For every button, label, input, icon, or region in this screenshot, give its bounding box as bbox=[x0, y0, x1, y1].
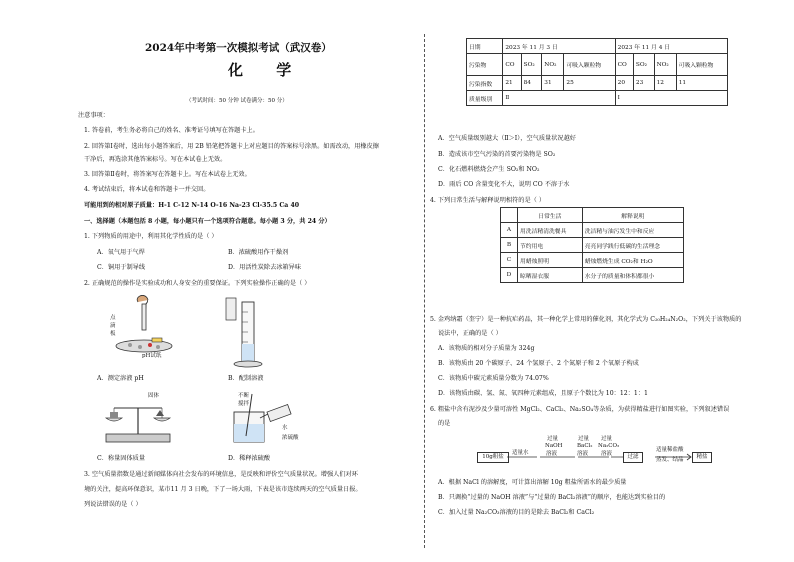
table-row bbox=[467, 91, 728, 106]
flow-r2-a: 过量 bbox=[578, 436, 590, 442]
q4-table bbox=[500, 207, 684, 283]
table-cell: 20 bbox=[615, 76, 633, 91]
balance-figure bbox=[98, 390, 178, 448]
table-row bbox=[467, 76, 728, 91]
q5-line-1: 5. 金鸡纳霜（奎宁）是一种抗疟药品，其一种化学上常用的催化剂，其化学式为 C₂₀H₂₄N₂O₂，下列关于该物质的 bbox=[430, 316, 742, 323]
fig-d-label-water: 水 bbox=[282, 425, 288, 431]
flow-end-box: 精盐 bbox=[692, 452, 712, 463]
table-cell: Ⅰ bbox=[615, 91, 727, 106]
fig-d-label-1: 不断 bbox=[238, 393, 250, 399]
table-cell: 可吸入颗粒物 bbox=[676, 54, 727, 76]
table-cell: CO bbox=[615, 54, 633, 76]
table-cell: 质量级别 bbox=[467, 91, 503, 106]
flow-start-box: 10g粗盐 bbox=[477, 452, 509, 463]
table-cell: 可吸入颗粒物 bbox=[564, 54, 615, 76]
table-cell: 洗洁精与油污发生中和反应 bbox=[582, 223, 683, 238]
q6-line-1: 6. 粗盐中含有泥沙及少量可溶性 MgCl₂、CaCl₂、Na₂SO₄等杂质，为获得精盐进行如图实验，下列叙述错误 bbox=[430, 406, 730, 413]
table-cell: 84 bbox=[521, 76, 542, 91]
table-cell: CO bbox=[503, 54, 521, 76]
table-cell: NO₂ bbox=[654, 54, 676, 76]
table-cell: 用蜡烛照明 bbox=[518, 253, 583, 268]
table-cell: 日期 bbox=[467, 39, 503, 54]
table-cell: C bbox=[501, 253, 518, 268]
q5-option-a: A．该物质的相对分子质量为 324g bbox=[438, 345, 535, 352]
table-row bbox=[501, 223, 684, 238]
q3-option-d: D．雨后 CO 含量变化不大，说明 CO 不溶于水 bbox=[438, 181, 570, 188]
table-cell: SO₂ bbox=[633, 54, 654, 76]
q1-option-d: D．用活性炭除去冰箱异味 bbox=[228, 264, 302, 271]
table-cell: 用洗洁精清洗餐具 bbox=[518, 223, 583, 238]
flow-r1-a: 过量 bbox=[547, 436, 559, 442]
q1-option-b: B．浓硫酸用作干燥剂 bbox=[228, 249, 289, 256]
note-1: 1. 答卷前，考生务必将自己的姓名、准考证号填写在答题卡上。 bbox=[84, 127, 259, 134]
table-cell: 水分子的质量和体积都很小 bbox=[582, 268, 683, 283]
q5-option-b: B．该物质由 20 个碳原子、24 个氢原子、2 个氮原子和 2 个氧原子构成 bbox=[438, 360, 639, 367]
table-cell: D bbox=[501, 268, 518, 283]
table-row bbox=[467, 39, 728, 54]
table-cell: 蜡烛燃烧生成 CO₂和 H₂O bbox=[582, 253, 683, 268]
q1-option-c: C．铜用于制导线 bbox=[97, 264, 146, 271]
table-cell bbox=[501, 208, 518, 223]
exam-title: 2024年中考第一次模拟考试（武汉卷） bbox=[145, 42, 332, 54]
q3-line-3: 列说法错误的是（ ） bbox=[84, 501, 142, 508]
q6-option-c: C．加入过量 Na₂CO₃溶液的目的是除去 BaCl₂和 CaCl₂ bbox=[438, 509, 595, 516]
fig-a-label-2: 滴 bbox=[110, 323, 116, 329]
table-cell: 亮亮同学践行低碳的生活理念 bbox=[582, 238, 683, 253]
notes-heading: 注意事项： bbox=[78, 112, 109, 119]
table-row bbox=[467, 54, 728, 76]
q6-option-b: B．只调换“过量的 NaOH 溶液”与“过量的 BaCl₂溶液”的顺序，也能达到实验目的 bbox=[438, 494, 666, 501]
subject-title: 化 学 bbox=[228, 61, 306, 79]
table-cell: 2023 年 11 月 4 日 bbox=[615, 39, 727, 54]
flow-r1-b: NaOH bbox=[545, 443, 563, 449]
fig-a-label-3: 板 bbox=[110, 331, 116, 337]
q2-option-a: A．测定溶液 pH bbox=[97, 375, 144, 382]
table-row bbox=[501, 238, 684, 253]
q1-stem: 1. 下列物质的用途中，利用其化学性质的是（ ） bbox=[84, 233, 218, 240]
table-cell: 日常生活 bbox=[518, 208, 583, 223]
table-cell: B bbox=[501, 238, 518, 253]
flow-r3-b: Na₂CO₃ bbox=[598, 443, 620, 449]
q1-option-a: A．氧气用于气焊 bbox=[97, 249, 145, 256]
q3-option-a: A．空气质量级别越大（Ⅱ＞Ⅰ），空气质量状况越好 bbox=[438, 135, 576, 142]
q2-option-d: D．稀释浓硫酸 bbox=[228, 455, 271, 462]
q2-option-b: B．配制溶液 bbox=[228, 375, 264, 382]
flow-evap-a: 适量稀盐酸 bbox=[656, 447, 684, 453]
table-cell: 晾晒湿衣服 bbox=[518, 268, 583, 283]
note-2: 2. 回答第Ⅰ卷时，选出每小题答案后，用 2B 铅笔把答题卡上对应题目的答案标号涂黑。如需改动，用橡皮擦 bbox=[84, 143, 379, 150]
flow-r1-c: 溶液 bbox=[546, 451, 558, 457]
q3-line-2: 境的关注，提高环保意识，某市11 月 3 日晚，下了一场大雨，下表是该市连续两天的空气质量日报。 bbox=[84, 486, 362, 493]
fig-a-label-ph: pH试纸 bbox=[142, 353, 162, 359]
table-cell: 2023 年 11 月 3 日 bbox=[503, 39, 615, 54]
note-2b: 干净后，再选涂其他答案标号。写在本试卷上无效。 bbox=[84, 156, 227, 163]
note-4: 4. 考试结束后，将本试卷和答题卡一并交回。 bbox=[84, 186, 210, 193]
atomic-masses: 可能用到的相对原子质量：H-1 C-12 N-14 O-16 Na-23 Cl-35.5 Ca 40 bbox=[84, 202, 300, 209]
flow-step1: 适量水 bbox=[512, 450, 529, 456]
table-cell: 解释说明 bbox=[582, 208, 683, 223]
q4-stem: 4. 下列日常生活与解释说明相符的是（ ） bbox=[430, 197, 546, 204]
q2-option-c: C．称量固体质量 bbox=[97, 455, 146, 462]
air-quality-table bbox=[466, 38, 728, 106]
q6-option-a: A．根据 NaCl 的溶解度，可计算出溶解 10g 粗盐所需水的最少质量 bbox=[438, 479, 627, 486]
section-1-heading: 一、选择题（本题包括 8 小题，每小题只有一个选项符合题意。每小题 3 分，共 24 分） bbox=[84, 218, 331, 225]
table-cell: 21 bbox=[503, 76, 521, 91]
table-row bbox=[501, 208, 684, 223]
table-cell: 23 bbox=[633, 76, 654, 91]
table-row bbox=[501, 268, 684, 283]
exam-info: （考试时间：50 分钟 试卷满分：50 分） bbox=[186, 98, 288, 104]
flow-evap-b: 蒸发、结晶 bbox=[656, 457, 684, 463]
q5-option-d: D．该物质由碳、氢、氮、氧四种元素组成，且原子个数比为 10：12：1：1 bbox=[438, 390, 648, 397]
table-cell: SO₂ bbox=[521, 54, 542, 76]
fig-d-label-2: 搅拌 bbox=[238, 401, 250, 407]
table-cell: 节约用电 bbox=[518, 238, 583, 253]
table-cell: 污染物 bbox=[467, 54, 503, 76]
q3-option-c: C．化石燃料燃烧会产生 SO₂和 NO₂ bbox=[438, 166, 540, 173]
measuring-cylinder-figure bbox=[218, 296, 278, 372]
q5-option-c: C．该物质中碳元素质量分数为 74.07% bbox=[438, 375, 549, 382]
table-cell: 31 bbox=[542, 76, 564, 91]
table-cell: 12 bbox=[654, 76, 676, 91]
q3-line-1: 3. 空气质量指数是通过新闻媒体向社会发布的环境信息，是反映和评价空气质量状况。增强人们对环 bbox=[84, 471, 358, 478]
table-cell: 25 bbox=[564, 76, 615, 91]
fig-a-label-1: 点 bbox=[110, 315, 116, 321]
table-cell: NO₂ bbox=[542, 54, 564, 76]
flow-filter-box: 过滤 bbox=[623, 452, 643, 463]
q2-stem: 2. 正确规范的操作是实验成功和人身安全的重要保证。下列实验操作正确的是（ ） bbox=[84, 280, 311, 287]
table-cell: A bbox=[501, 223, 518, 238]
flow-r3-a: 过量 bbox=[601, 436, 613, 442]
table-cell: Ⅱ bbox=[503, 91, 615, 106]
flow-r2-c: 溶液 bbox=[577, 451, 589, 457]
flow-r3-c: 溶液 bbox=[601, 451, 613, 457]
q3-option-b: B．造成该市空气污染的首要污染物是 SO₂ bbox=[438, 151, 556, 158]
q6-line-2: 的是 bbox=[438, 420, 451, 427]
fig-d-label-acid: 浓硫酸 bbox=[282, 435, 299, 441]
q5-line-2: 说法中，正确的是（ ） bbox=[438, 330, 502, 337]
table-cell: 污染指数 bbox=[467, 76, 503, 91]
flow-r2-b: BaCl₂ bbox=[577, 443, 593, 449]
table-row bbox=[501, 253, 684, 268]
fig-c-label: 固体 bbox=[148, 393, 160, 399]
column-divider bbox=[424, 34, 425, 548]
table-cell: 11 bbox=[676, 76, 727, 91]
note-3: 3. 回答第Ⅱ卷时，将答案写在答题卡上。写在本试卷上无效。 bbox=[84, 171, 251, 178]
